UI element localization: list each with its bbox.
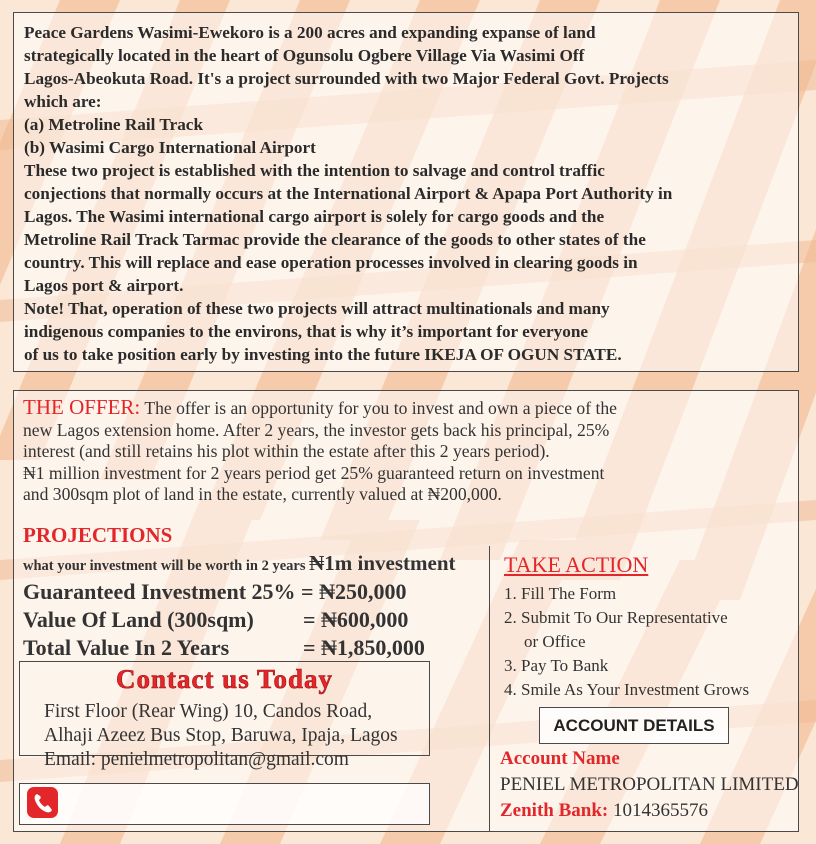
contact-address-line-1: First Floor (Rear Wing) 10, Candos Road, <box>44 701 373 722</box>
intro-line: Lagos port & airport. <box>24 276 184 295</box>
projection-row-land: Value Of Land (300sqm) <box>23 607 254 632</box>
intro-line: of us to take position early by investing into the future IKEJA OF OGUN STATE. <box>24 345 622 364</box>
projection-value-land: = ₦600,000 <box>303 607 409 632</box>
intro-line: strategically located in the heart of Ogunsolu Ogbere Village Via Wasimi Off <box>24 46 585 65</box>
contact-email[interactable]: Email: penielmetropolitan@gmail.com <box>44 749 349 770</box>
bank-line <box>500 800 708 822</box>
account-name-value: PENIEL METROPOLITAN LIMITED <box>500 774 799 795</box>
offer-line-1: The offer is an opportunity for you to invest and own a piece of the <box>140 398 617 418</box>
intro-panel <box>13 12 799 372</box>
projection-value-total: = ₦1,850,000 <box>303 635 425 660</box>
take-action-step: 3. Pay To Bank <box>504 656 609 675</box>
phone-icon[interactable] <box>27 787 58 818</box>
intro-line: Note! That, operation of these two projects will attract multinationals and many <box>24 299 610 318</box>
offer-line-3: interest (and still retains his plot within the estate after this 2 years period). <box>23 441 550 461</box>
worth-prefix: what your investment will be worth in 2 years <box>23 558 310 574</box>
take-action-steps <box>504 582 794 702</box>
offer-heading: THE OFFER: <box>23 395 141 419</box>
intro-line: indigenous companies to the environs, that is why it’s important for everyone <box>24 322 589 341</box>
intro-line: Lagos-Abeokuta Road. It's a project surrounded with two Major Federal Govt. Projects <box>24 69 669 88</box>
intro-line: (b) Wasimi Cargo International Airport <box>24 138 316 157</box>
contact-address-line-2: Alhaji Azeez Bus Stop, Baruwa, Ipaja, Lagos <box>44 725 398 746</box>
take-action-step: 4. Smile As Your Investment Grows <box>504 680 750 699</box>
offer-line-4: ₦1 million investment for 2 years period get 25% guaranteed return on investment <box>23 462 605 483</box>
projections-worth <box>23 551 456 576</box>
projection-row-total: Total Value In 2 Years <box>23 635 230 660</box>
intro-line: Peace Gardens Wasimi-Ewekoro is a 200 acres and expanding expanse of land <box>24 23 596 42</box>
worth-amount: ₦1m investment <box>309 551 456 575</box>
take-action-step: 2. Submit To Our Representative <box>504 608 728 627</box>
offer-line <box>23 397 793 420</box>
bank-label: Zenith Bank: <box>500 800 609 821</box>
offer-panel <box>13 390 799 832</box>
intro-line: Metroline Rail Track Tarmac provide the clearance of the goods to other states of the <box>24 230 646 249</box>
phone-bar <box>19 783 430 825</box>
account-number: 1014365576 <box>608 800 708 821</box>
take-action-step: 1. Fill The Form <box>504 584 617 603</box>
intro-line: country. This will replace and ease operation processes involved in clearing goods in <box>24 253 638 272</box>
contact-details <box>44 700 398 772</box>
contact-panel <box>19 661 430 770</box>
offer-line-2: new Lagos extension home. After 2 years, the investor gets back his principal, 25% <box>23 419 610 440</box>
account-details-heading: ACCOUNT DETAILS <box>539 707 729 744</box>
projections-title: PROJECTIONS <box>23 523 173 547</box>
account-name-label: Account Name <box>500 748 620 769</box>
intro-line: conjections that normally occurs at the International Airport & Apapa Port Authority in <box>24 184 673 203</box>
intro-line: (a) Metroline Rail Track <box>24 115 203 134</box>
offer-text <box>23 397 793 506</box>
intro-line: which are: <box>24 92 102 111</box>
projection-row-guaranteed: Guaranteed Investment 25% = ₦250,000 <box>23 579 407 604</box>
intro-line: These two project is established with the intention to salvage and control traffic <box>24 161 605 180</box>
intro-line: Lagos. The Wasimi international cargo airport is solely for cargo goods and the <box>24 207 605 226</box>
contact-title: Contact us Today <box>115 664 334 694</box>
offer-line-5: and 300sqm plot of land in the estate, currently valued at ₦200,000. <box>23 484 502 504</box>
take-action-step: or Office <box>524 632 586 651</box>
take-action-title: TAKE ACTION <box>504 552 649 577</box>
